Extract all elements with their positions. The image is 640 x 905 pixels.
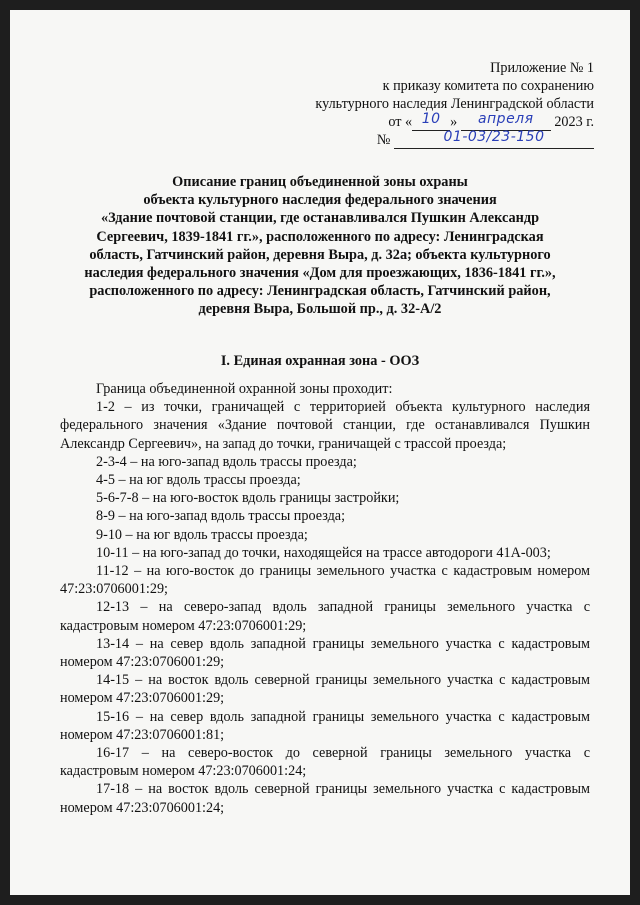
document-title [50, 173, 590, 319]
order-reference: к приказу комитета по сохранению [382, 78, 594, 94]
paragraph: 17-18 – на восток вдоль северной границы земельного участка с кадастровым номером 47:23:0706001:24; [60, 781, 590, 816]
paragraph: 2-3-4 – на юго-запад вдоль трассы проезда; [96, 453, 357, 470]
paragraph: 1-2 – из точки, граничащей с территорией объекта культурного наследия федерального значения «Здание почтовой станции, где останавливался Пушкин Александр Сергеевич», на запад до точки, граничащей с трассой проезда; [60, 399, 590, 452]
committee-name: культурного наследия Ленинградской области [315, 96, 594, 112]
order-number [315, 131, 594, 149]
title-line: область, Гатчинский район, деревня Выра, д. 32а; объекта культурного [89, 246, 551, 263]
handwritten-number: 01-03/23-150 [443, 129, 545, 145]
title-line: расположенного по адресу: Ленинградская область, Гатчинский район, [89, 283, 551, 300]
paragraph: 4-5 – на юг вдоль трассы проезда; [96, 472, 301, 489]
paragraph: 13-14 – на север вдоль западной границы земельного участка с кадастровым номером 47:23:0706001:29; [60, 635, 590, 671]
date-prefix: от « [388, 114, 413, 130]
paragraph: 16-17 – на северо-восток до северной границы земельного участка с кадастровым номером 47:23:0706001:24; [60, 745, 590, 780]
paragraph: 9-10 – на юг вдоль трассы проезда; [96, 526, 308, 543]
section-heading: I. Единая охранная зона - ООЗ [220, 353, 420, 369]
handwritten-day: 10 [421, 111, 441, 127]
paragraph: 11-12 – на юго-восток до границы земельного участка с кадастровым номером 47:23:0706001:29; [60, 563, 590, 598]
paragraph: 14-15 – на восток вдоль северной границы земельного участка с кадастровым номером 47:23:0706001:29; [60, 672, 590, 707]
number-field [394, 131, 594, 149]
title-line: объекта культурного наследия федерального значения [143, 192, 497, 209]
paragraph: 12-13 – на северо-запад вдоль западной границы земельного участка с кадастровым номером 47:23:0706001:29; [60, 599, 590, 634]
date-close-quote: » [450, 114, 458, 130]
title-line: деревня Выра, Большой пр., д. 32-А/2 [198, 301, 442, 318]
title-line: Сергеевич, 1839-1841 гг.», расположенного по адресу: Ленинградская [96, 228, 544, 245]
date-year: 2023 г. [554, 114, 594, 130]
title-line: наследия федерального значения «Дом для проезжающих, 1836-1841 гг.», [84, 265, 556, 282]
appendix-header [315, 59, 594, 149]
document-page [10, 10, 630, 895]
number-label: № [376, 132, 391, 148]
paragraph: Граница объединенной охранной зоны проходит: [96, 381, 393, 397]
title-line: Описание границ объединенной зоны охраны [172, 174, 468, 190]
paragraph: 10-11 – на юго-запад до точки, находящейся на трассе автодороги 41А-003; [96, 544, 551, 561]
paragraph: 15-16 – на север вдоль западной границы земельного участка с кадастровым номером 47:23:0706001:81; [60, 708, 590, 743]
document-body [60, 380, 590, 817]
title-line: «Здание почтовой станции, где останавливался Пушкин Александр [100, 210, 540, 227]
appendix-number: Приложение № 1 [490, 60, 594, 76]
paragraph: 8-9 – на юго-запад вдоль трассы проезда; [96, 508, 346, 525]
paragraph: 5-6-7-8 – на юго-восток вдоль границы застройки; [96, 490, 400, 507]
handwritten-month: апреля [477, 111, 534, 127]
